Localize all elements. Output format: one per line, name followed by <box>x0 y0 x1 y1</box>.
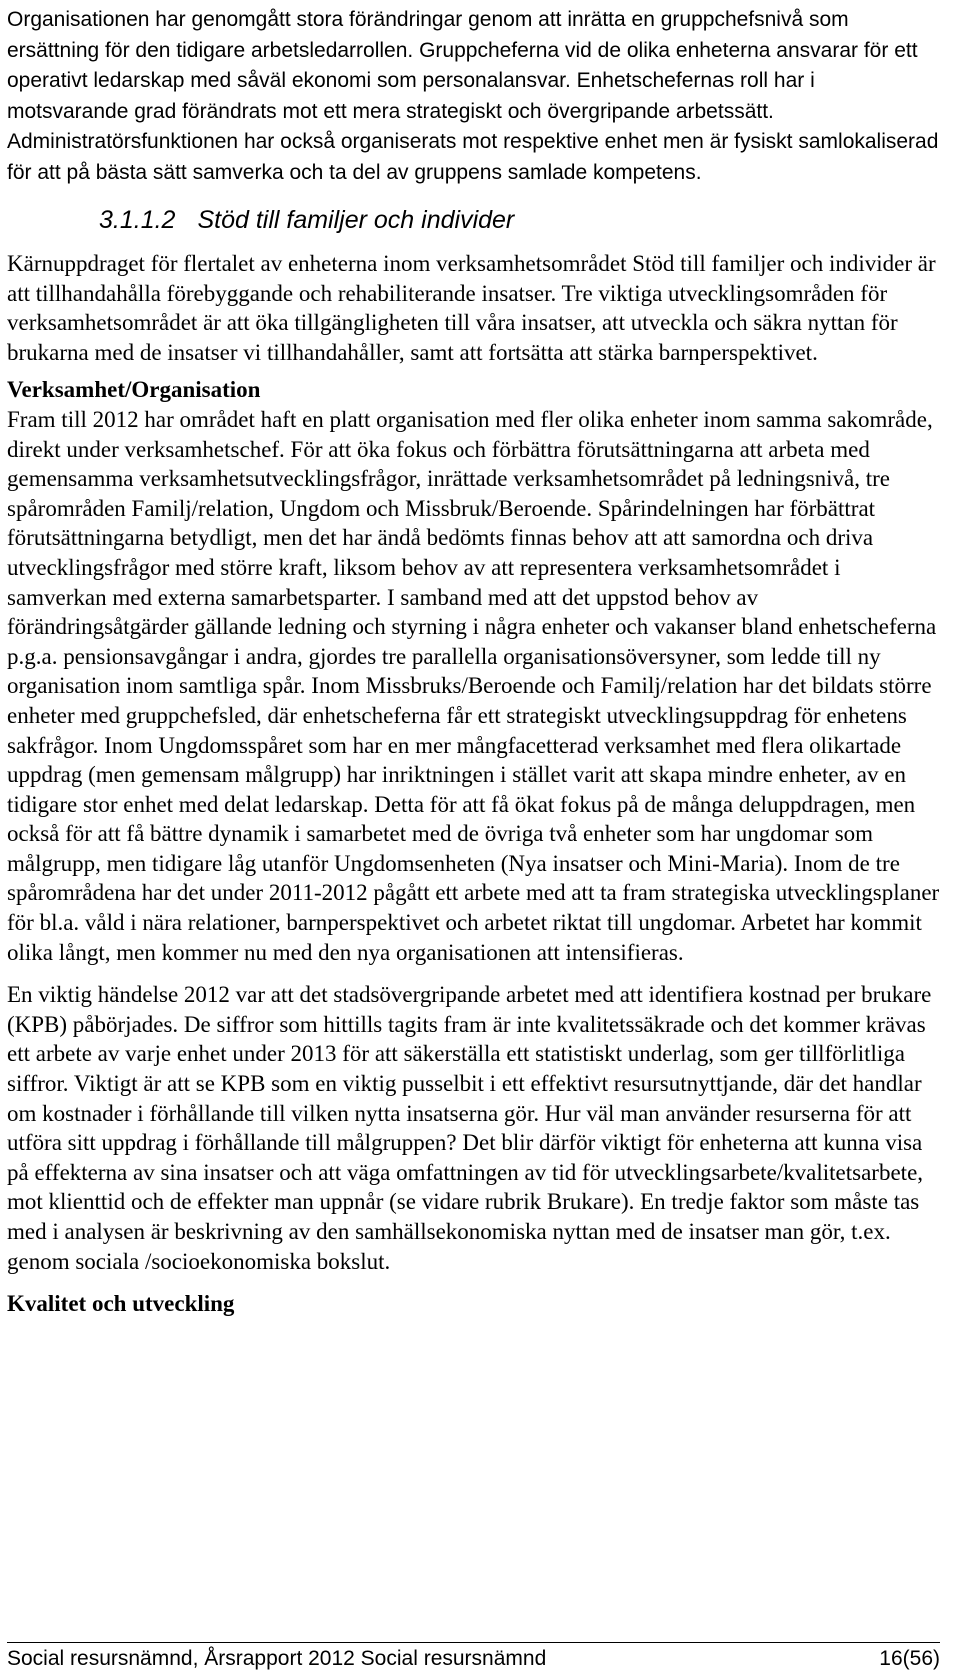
section-heading <box>7 205 940 235</box>
organisation-paragraph: Fram till 2012 har området haft en platt organisation med fler olika enheter inom samma sakområde, direkt under verksamhetschef. För att öka fokus och förbättra förutsättningarna att arbeta med gemensamma verksamhetsutvecklingsfrågor, inrättade verksamhetsområdet på ledningsnivå, tre spårområden Familj/relation, Ungdom och Missbruk/Beroende. Spårindelningen har förbättrat förutsättningarna betydligt, men det har ändå bedömts finnas behov att att samordna och driva utvecklingsfrågor med större kraft, liksom behov av att representera verksamhetsområdet i samverkan med externa samarbetsparter. I samband med att det uppstod behov av förändringsåtgärder gällande ledning och styrning i några enheter och vakanser bland enhetscheferna p.g.a. pensionsavgångar i andra, gjordes tre parallella organisationsöversyner, som ledde till ny organisation inom samtliga spår. Inom Missbruks/Beroende och Familj/relation har det bildats större enheter med gruppchefsled, där enhetscheferna får ett strategiskt utvecklingsuppdrag för enhetens sakfrågor. Inom Ungdomsspåret som har en mer mångfacetterad verksamhet med flera olikartade uppdrag (men gemensam målgrupp) har inriktningen i stället varit att skapa mindre enheter, av en tidigare stor enhet med delat ledarskap. Detta för att få ökat fokus på de många deluppdragen, men också för att få bättre dynamik i samarbetet med de övriga två enheter som har ungdomar som målgrupp, men tidigare låg utanför Ungdomsenheten (Nya insatser och Mini-Maria). Inom de tre spårområdena har det under 2011-2012 pågått ett arbete med att ta fram strategiska utvecklingsplaner för bl.a. våld i nära relationer, barnperspektivet och arbetet riktat till ungdomar. Arbetet har kommit olika långt, men kommer nu med den nya organisationen att intensifieras. <box>7 406 940 965</box>
section-title: Stöd till familjer och individer <box>197 206 515 234</box>
kpb-paragraph: En viktig händelse 2012 var att det stadsövergripande arbetet med att identifiera kostnad per brukare (KPB) påbörjades. De siffror som hittills tagits fram är inte kvalitetssäkrade och det kommer krävas ett arbete av varje enhet under 2013 för att säkerställa ett statistiskt underlag, som ger tillförlitliga siffror. Viktigt är att se KPB som en viktig pusselbit i ett effektivt resursutnyttjande, där det handlar om kostnader i förhållande till vilken nytta insatserna gör. Hur väl man använder resurserna för att utföra sitt uppdrag i förhållande till målgruppen? Det blir därför viktigt för enheterna att kunna visa på effekterna av sina insatser och att väga omfattningen av tid för utvecklingsarbete/kvalitetsarbete, mot klienttid och de effekter man uppnår (se vidare rubrik Brukare). En tredje faktor som måste tas med i analysen är beskrivning av den samhällsekonomiska nyttan med de insatser man gör, t.ex. genom sociala /socioekonomiska bokslut. <box>7 982 932 1274</box>
footer-title: Social resursnämnd, Årsrapport 2012 Social resursnämnd <box>7 1647 547 1670</box>
section-paragraph: Kärnuppdraget för flertalet av enheterna inom verksamhetsområdet Stöd till familjer och individer är att tillhandahålla förebyggande och rehabiliterande insatser. Tre viktiga utvecklingsområden för verksamhetsområdet är att öka tillgängligheten till våra insatser, att utveckla och säkra nyttan för brukarna med de insatser vi tillhandahåller, samt att fortsätta att stärka barnperspektivet. <box>7 251 936 365</box>
page-number: 16(56) <box>879 1647 940 1670</box>
heading-quality: Kvalitet och utveckling <box>7 1291 235 1317</box>
heading-organisation: Verksamhet/Organisation <box>7 377 261 403</box>
intro-paragraph: Organisationen har genomgått stora förändringar genom att inrätta en gruppchefsnivå som ersättning för den tidigare arbetsledarrollen. Gruppcheferna vid de olika enheterna ansvarar för ett operativt ledarskap med såväl ekonomi som personalansvar. Enhetschefernas roll har i motsvarande grad förändrats mot ett mera strategiskt och övergripande arbetssätt. Administratörsfunktionen har också organiserats mot respektive enhet men är fysiskt samlokaliserad för att på bästa sätt samverka och ta del av gruppens samlade kompetens. <box>7 8 939 184</box>
section-number: 3.1.1.2 <box>99 206 176 234</box>
page-footer <box>7 1642 940 1672</box>
